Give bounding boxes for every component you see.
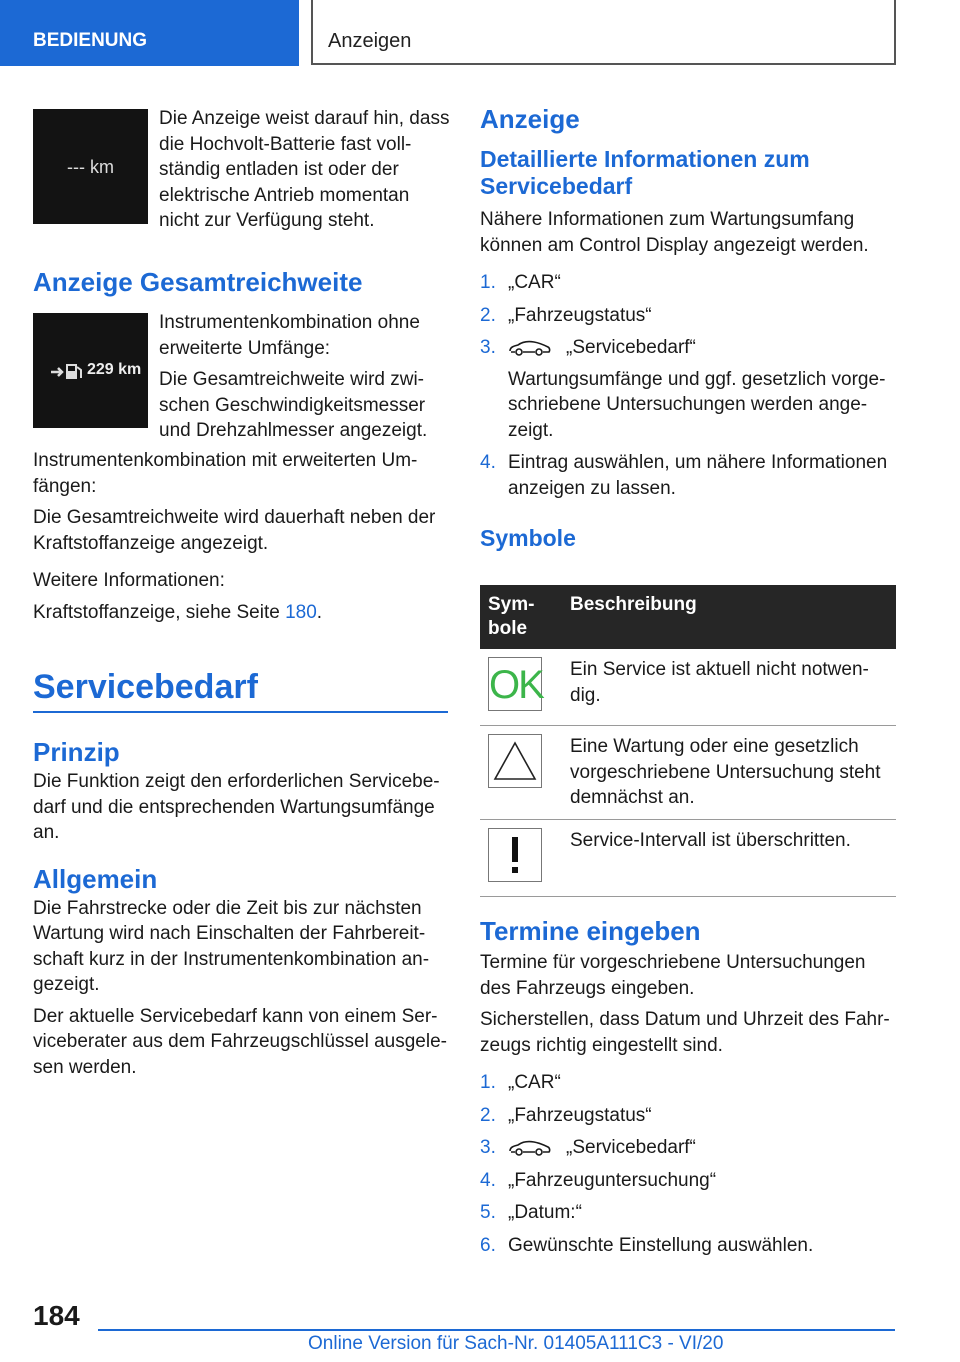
step-text: „Datum:“ xyxy=(508,1202,582,1223)
step-number: 4. xyxy=(480,1169,496,1191)
step-number: 4. xyxy=(480,452,496,473)
list-item xyxy=(480,1070,896,1096)
heading-servicebedarf: Servicebedarf xyxy=(33,668,258,706)
table-row xyxy=(480,649,896,726)
step-number: 2. xyxy=(480,1104,496,1126)
heading-gesamtreichweite: Anzeige Gesamtreichweite xyxy=(33,267,363,297)
page-link[interactable]: 180 xyxy=(285,601,317,623)
step-number: 6. xyxy=(480,1234,496,1256)
section-tab xyxy=(0,0,299,66)
hint-paragraph: Die Anzeige weist darauf hin, dass die Hochvolt-Batterie fast voll-ständig entladen ist oder der elektrische Antrieb momentan nicht zur Verfügung steht. xyxy=(159,108,450,231)
heading-allgemein: Allgemein xyxy=(33,863,158,894)
online-version-note: Online Version für Sach-Nr. 01405A111C3 - VI/20 xyxy=(308,1333,724,1354)
table-row xyxy=(480,819,896,896)
more-info-paragraph: Weitere Informationen: xyxy=(33,570,225,591)
description-cell: Eine Wartung oder eine gesetzlich vorgeschriebene Untersuchung steht demnächst an. xyxy=(562,726,896,820)
fuel-gauge-reference: Kraftstoffanzeige, siehe Seite 180. xyxy=(33,601,323,623)
step-number: 5. xyxy=(480,1202,496,1223)
total-range-display-image xyxy=(33,313,148,428)
range-readout: --- km xyxy=(67,157,114,177)
symbol-table xyxy=(480,585,896,897)
step-number: 1. xyxy=(480,1072,496,1093)
column-header-symbols: Sym-bole xyxy=(480,585,562,649)
fuel-electric-icon xyxy=(49,361,85,383)
with-extended-paragraph: Instrumentenkombination mit erweiterten Um-fängen: xyxy=(33,450,418,497)
step-number: 2. xyxy=(480,304,496,326)
warning-triangle-icon xyxy=(488,734,542,788)
list-item xyxy=(480,450,896,501)
heading-anzeige: Anzeige xyxy=(480,104,580,134)
allgemein-paragraph-2: Der aktuelle Servicebedarf kann von einem Ser-viceberater aus dem Fahrzeugschlüssel ausgele-sen werden. xyxy=(33,1005,447,1078)
list-item xyxy=(480,270,896,296)
page-number: 184 xyxy=(33,1300,80,1331)
heading-detail: Detaillierte Informationen zum Servicebedarf xyxy=(480,146,810,199)
termine-steps xyxy=(480,1070,896,1258)
car-icon xyxy=(508,1139,552,1157)
between-gauges-paragraph: Die Gesamtreichweite wird zwi-schen Geschwindigkeitsmesser und Drehzahlmesser angezeigt. xyxy=(159,369,428,441)
step-number: 1. xyxy=(480,272,496,293)
list-item xyxy=(480,1168,896,1194)
step-text: Gewünschte Einstellung auswählen. xyxy=(508,1234,814,1256)
symbol-cell xyxy=(480,819,562,896)
exclamation-icon xyxy=(488,828,542,882)
detail-steps xyxy=(480,270,896,501)
termine-paragraph-2: Sicherstellen, dass Datum und Uhrzeit des Fahr-zeugs richtig eingestellt sind. xyxy=(480,1009,890,1056)
step-subtext: Wartungsumfänge und ggf. gesetzlich vorge-schriebene Untersuchungen werden ange-zeigt. xyxy=(508,368,886,441)
list-item xyxy=(480,1200,896,1226)
symbol-cell xyxy=(480,649,562,726)
description-cell: Ein Service ist aktuell nicht notwen-dig. xyxy=(562,649,896,726)
heading-rule xyxy=(33,711,448,713)
symbol-cell xyxy=(480,726,562,820)
allgemein-paragraph-1: Die Fahrstrecke oder die Zeit bis zur nächsten Wartung wird nach Einschalten der Fahrbereit-schaft kurz in der Instrumentenkombination an-gezeigt. xyxy=(33,897,430,995)
section-title: BEDIENUNG xyxy=(33,30,148,51)
step-text: „Servicebedarf“ xyxy=(566,337,696,358)
list-item xyxy=(480,1103,896,1129)
range-readout: 229 km xyxy=(87,361,142,378)
list-item xyxy=(480,303,896,329)
without-extended-paragraph: Instrumentenkombination ohne erweiterte Umfänge: xyxy=(159,312,420,359)
prinzip-paragraph: Die Funktion zeigt den erforderlichen Servicebe-darf und die entsprechenden Wartungsumfänge an. xyxy=(33,771,440,843)
empty-range-display-image xyxy=(33,109,148,224)
step-text: „Fahrzeugstatus“ xyxy=(508,1104,652,1126)
footer-rule xyxy=(98,1329,895,1331)
step-number: 3. xyxy=(480,337,496,358)
column-header-description: Beschreibung xyxy=(562,585,896,649)
list-item xyxy=(480,1233,896,1259)
step-number: 3. xyxy=(480,1137,496,1158)
list-item xyxy=(480,1135,896,1161)
step-text: „CAR“ xyxy=(508,1072,561,1093)
reference-text: Kraftstoffanzeige, siehe Seite xyxy=(33,601,280,623)
table-header-row xyxy=(480,585,896,649)
table-row xyxy=(480,726,896,820)
step-text: Eintrag auswählen, um nähere Informationen anzeigen zu lassen. xyxy=(508,452,888,499)
step-text: „Fahrzeugstatus“ xyxy=(508,304,652,326)
chapter-title: Anzeigen xyxy=(328,30,412,52)
chapter-tab xyxy=(311,0,896,65)
step-text: „CAR“ xyxy=(508,272,561,293)
description-cell: Service-Intervall ist überschritten. xyxy=(562,819,896,896)
list-item xyxy=(480,335,896,443)
heading-prinzip: Prinzip xyxy=(33,737,120,767)
ok-icon: OK xyxy=(488,657,542,711)
step-text: „Fahrzeuguntersuchung“ xyxy=(508,1169,717,1191)
permanent-paragraph: Die Gesamtreichweite wird dauerhaft neben der Kraftstoffanzeige angezeigt. xyxy=(33,507,436,554)
heading-termine: Termine eingeben xyxy=(480,916,701,946)
termine-paragraph-1: Termine für vorgeschriebene Untersuchungen des Fahrzeugs eingeben. xyxy=(480,952,866,999)
detail-paragraph: Nähere Informationen zum Wartungsumfang können am Control Display angezeigt werden. xyxy=(480,209,869,256)
heading-symbole: Symbole xyxy=(480,525,576,551)
car-icon xyxy=(508,339,552,357)
step-text: „Servicebedarf“ xyxy=(566,1137,696,1158)
